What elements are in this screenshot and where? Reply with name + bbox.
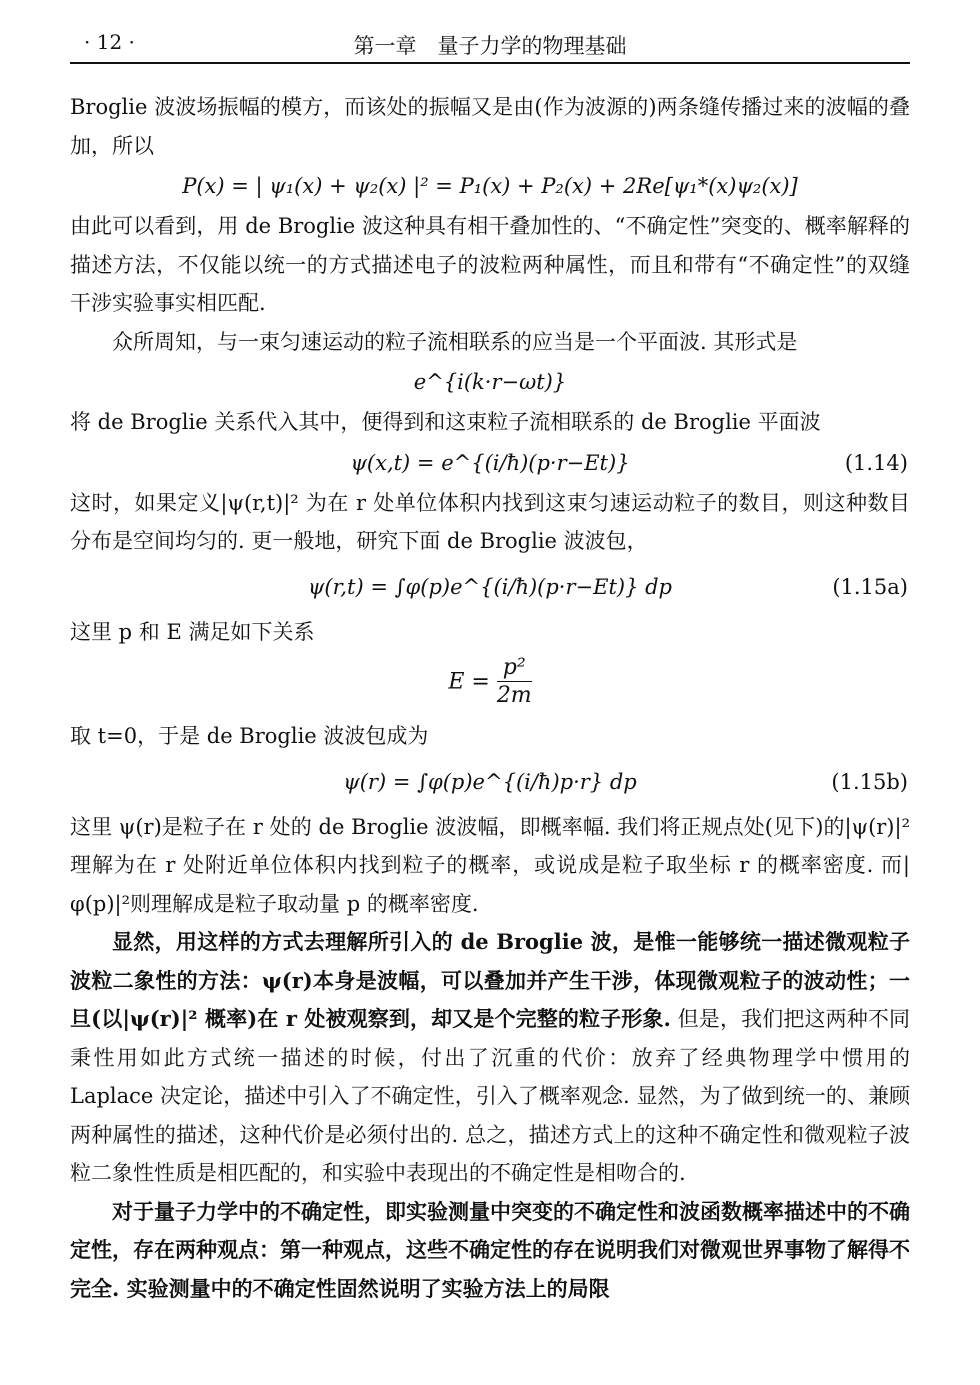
equation-1-15a-text: ψ(r,t) = ∫φ(p)e^{(i/ħ)(p·r−Et)} dp — [307, 574, 673, 599]
equation-plane-wave-text: e^{i(k·r−ωt)} — [413, 370, 567, 394]
fraction-numerator: p² — [497, 655, 532, 682]
equation-interference-text: P(x) = | ψ₁(x) + ψ₂(x) |² = P₁(x) + P₂(x) + 2Re[ψ₁*(x)ψ₂(x)] — [182, 174, 798, 198]
equation-1-15a-number: (1.15a) — [832, 574, 908, 599]
equation-1-14-text: ψ(x,t) = e^{(i/ħ)(p·r−Et)} — [350, 450, 630, 475]
paragraph-3: 众所周知，与一束匀速运动的粒子流相联系的应当是一个平面波. 其形式是 — [112, 329, 798, 354]
fraction-denominator: 2m — [496, 683, 532, 708]
equation-1-15b-text: ψ(r) = ∫φ(p)e^{(i/ħ)p·r} dp — [343, 769, 637, 794]
page-number: · 12 · — [84, 30, 135, 54]
equation-interference — [70, 165, 910, 207]
equation-plane-wave — [70, 361, 910, 403]
equation-1-14-number: (1.14) — [844, 450, 908, 475]
paragraph-4: 将 de Broglie 关系代入其中，便得到和这束粒子流相联系的 de Broglie 平面波 — [70, 410, 821, 434]
paragraph-9-rest: 但是，我们把这两种不同秉性用如此方式统一描述的时候，付出了沉重的代价：放弃了经典物理学中惯用的 Laplace 决定论，描述中引入了不确定性，引入了概率观念. 显然，为了做到统一的、兼顾两种属性的描述，这种代价是必须付出的. 总之，描述方式上的这种不确定性和微观粒子波粒二象性性质是相匹配的，和实验中表现出的不确定性是相吻合的. — [70, 1007, 910, 1185]
paragraph-7: 取 t=0，于是 de Broglie 波波包成为 — [70, 724, 429, 748]
paragraph-6: 这里 p 和 E 满足如下关系 — [70, 619, 315, 644]
paragraph-8: 这里 ψ(r)是粒子在 r 处的 de Broglie 波波幅，即概率幅. 我们将正规点处(见下)的|ψ(r)|² 理解为在 r 处附近单位体积内找到粒子的概率，或说成是粒子取坐标 r 的概率密度. 而|φ(p)|²则理解成是粒子取动量 p 的概率密度. — [70, 814, 910, 916]
equation-energy — [70, 651, 910, 717]
paragraph-2: 由此可以看到，用 de Broglie 波这种具有相干叠加性的、“不确定性”突变的、概率解释的描述方法，不仅能以统一的方式描述电子的波粒两种属性，而且和带有“不确定性”的双缝干涉实验事实相匹配. — [70, 214, 910, 315]
equation-1-15b-number: (1.15b) — [831, 769, 908, 794]
running-header — [70, 26, 910, 64]
chapter-title: 第一章 量子力学的物理基础 — [353, 34, 627, 58]
body-text — [70, 88, 910, 1308]
paragraph-5: 这时，如果定义|ψ(r,t)|² 为在 r 处单位体积内找到这束匀速运动粒子的数目，则这种数目分布是空间均匀的. 更一般地，研究下面 de Broglie 波波包， — [70, 490, 910, 553]
equation-energy-fraction — [497, 655, 532, 710]
equation-1-15a — [70, 561, 910, 613]
equation-1-15b — [70, 756, 910, 808]
equation-1-14 — [70, 442, 910, 484]
paragraph-10: 对于量子力学中的不确定性，即实验测量中突变的不确定性和波函数概率描述中的不确定性，存在两种观点：第一种观点，这些不确定性的存在说明我们对微观世界事物了解得不完全. 实验测量中的不确定性固然说明了实验方法上的局限 — [70, 1198, 910, 1301]
paragraph-1: Broglie 波波场振幅的模方，而该处的振幅又是由(作为波源的)两条缝传播过来的波幅的叠加，所以 — [70, 95, 910, 158]
equation-energy-lhs: E = — [448, 669, 490, 695]
paragraph-9 — [70, 923, 910, 1193]
paragraph-9-bold: 显然，用这样的方式去理解所引入的 de Broglie 波，是惟一能够统一描述微观粒子波粒二象性的方法：ψ(r)本身是波幅，可以叠加并产生干涉，体现微观粒子的波动性；一旦(以|ψ(r)|² 概率)在 r 处被观察到，却又是个完整的粒子形象. — [70, 929, 910, 1031]
